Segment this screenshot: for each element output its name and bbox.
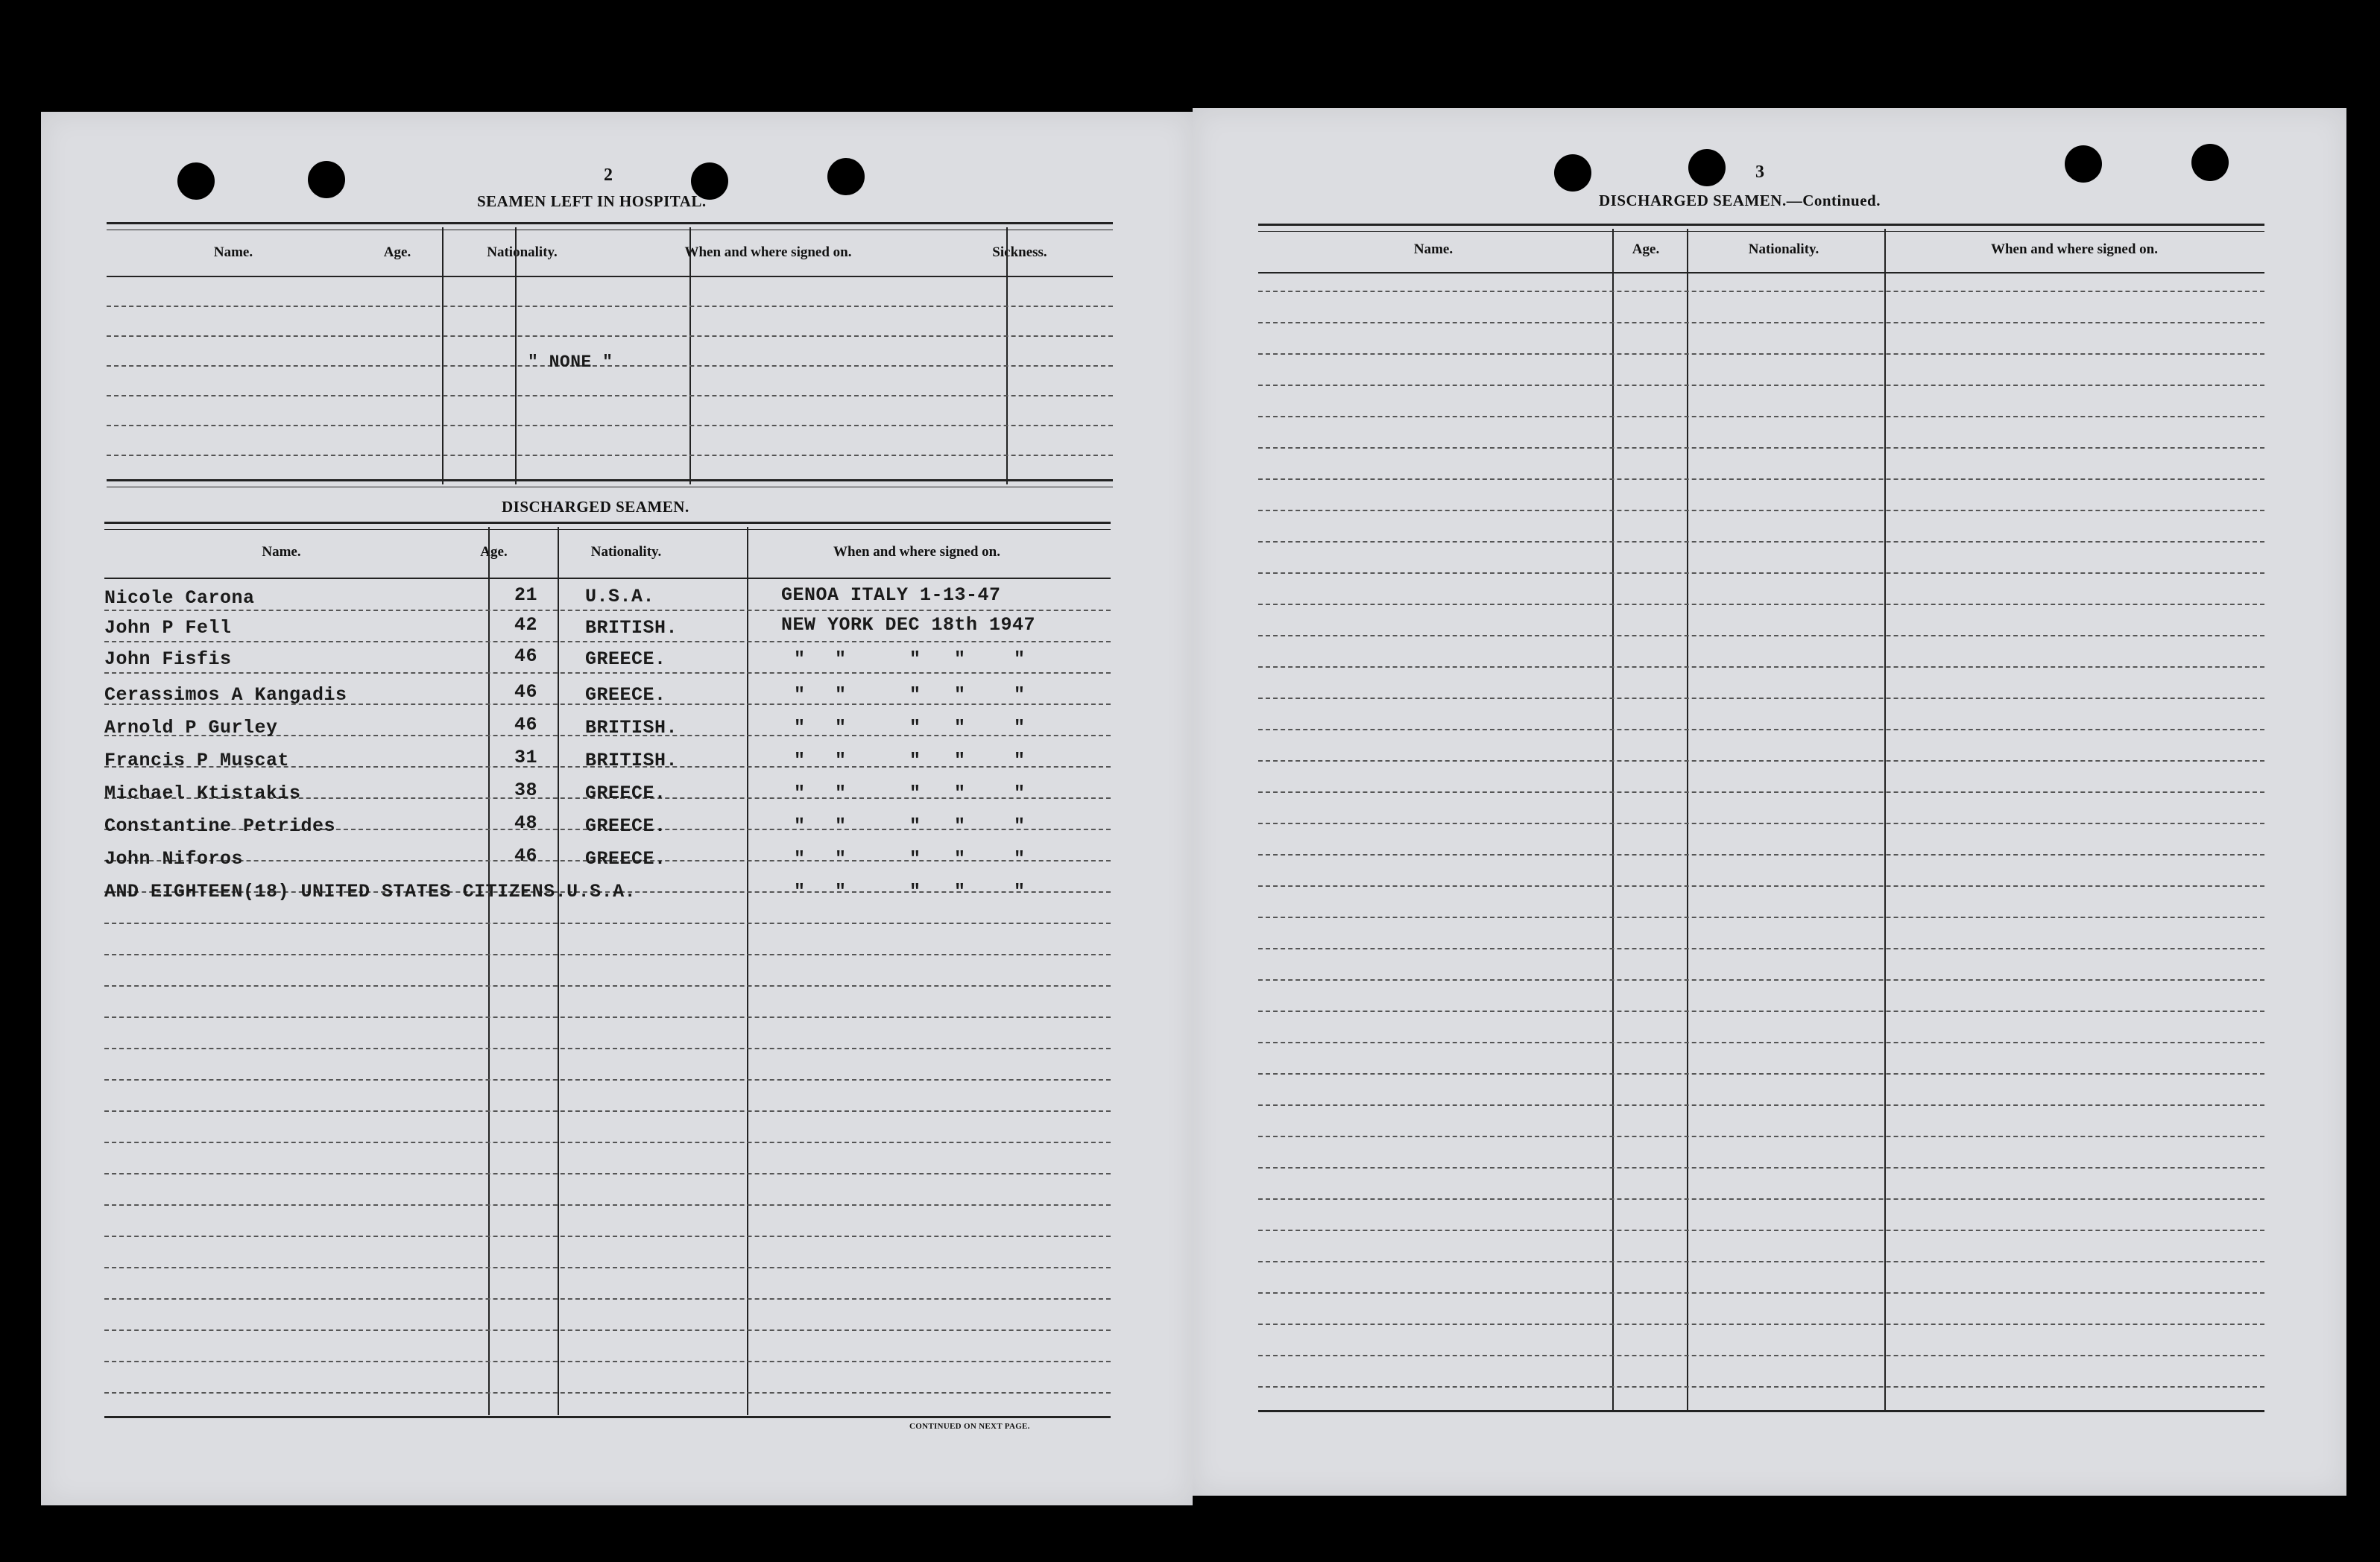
seaman-nationality: GREECE. (585, 815, 666, 837)
seaman-age: 46 (514, 714, 538, 736)
ditto-mark: " (909, 815, 921, 837)
ditto-mark: " (835, 848, 847, 870)
ditto-mark: " (954, 815, 966, 837)
right-page (1193, 108, 2346, 1496)
ditto-mark: " (1014, 648, 1026, 670)
ditto-mark: " (954, 782, 966, 804)
ditto-mark: " (909, 881, 921, 902)
continued-section-title: DISCHARGED SEAMEN.—Continued. (1599, 192, 1881, 209)
column-header-age: Age. (383, 244, 411, 260)
ditto-mark: " (794, 684, 806, 706)
seaman-age: 31 (514, 747, 538, 768)
ditto-mark: " (1014, 815, 1026, 837)
seaman-name: Cerassimos A Kangadis (104, 684, 347, 706)
seaman-age: 46 (514, 845, 538, 867)
ditto-mark: " (954, 684, 966, 706)
ditto-mark: " (909, 684, 921, 706)
column-header-nationality: Nationality. (1748, 241, 1819, 257)
ditto-mark: " (794, 848, 806, 870)
seaman-nationality: U.S.A. (585, 586, 655, 607)
seaman-name: Constantine Petrides (104, 815, 336, 837)
column-header-nationality: Nationality. (487, 244, 558, 260)
ditto-mark: " (909, 717, 921, 739)
seaman-name: Michael Ktistakis (104, 782, 301, 804)
hospital-section-title: SEAMEN LEFT IN HOSPITAL. (477, 192, 707, 210)
seaman-nationality: GREECE. (585, 848, 666, 870)
punch-hole (308, 161, 345, 198)
seaman-age: 48 (514, 812, 538, 834)
ditto-mark: " (835, 815, 847, 837)
column-header-nationality: Nationality. (590, 544, 662, 560)
ditto-mark: " (1014, 684, 1026, 706)
punch-hole (827, 158, 865, 195)
seaman-age: 38 (514, 780, 538, 801)
ditto-mark: " (794, 750, 806, 771)
seaman-name: Francis P Muscat (104, 750, 290, 771)
ditto-mark: " (954, 648, 966, 670)
column-header-name: Name. (213, 244, 253, 260)
discharged-table (104, 522, 1111, 1535)
ditto-mark: " (909, 848, 921, 870)
discharged-continued-table (1258, 224, 2264, 1535)
seaman-nationality: BRITISH. (585, 717, 678, 739)
seaman-nationality: GREECE. (585, 648, 666, 670)
seaman-name: Nicole Carona (104, 587, 255, 609)
punch-hole (177, 162, 215, 200)
seaman-nationality: GREECE. (585, 684, 666, 706)
ditto-mark: " (954, 717, 966, 739)
column-header-signed-on: When and where signed on. (1990, 241, 2158, 257)
ditto-mark: " (794, 815, 806, 837)
column-header-signed-on: When and where signed on. (833, 544, 1000, 560)
seaman-age: 46 (514, 645, 538, 667)
punch-hole (1554, 154, 1591, 192)
punch-hole (1688, 149, 1726, 186)
ditto-mark: " (954, 848, 966, 870)
summary-line: AND EIGHTEEN(18) UNITED STATES CITIZENS.U.S.A. (104, 881, 637, 902)
seaman-age: 42 (514, 614, 538, 636)
punch-hole (2191, 144, 2229, 181)
page-number: 2 (604, 165, 613, 185)
ditto-mark: " (794, 881, 806, 902)
ditto-mark: " (1014, 881, 1026, 902)
ditto-mark: " (835, 648, 847, 670)
ditto-mark: " (1014, 717, 1026, 739)
ditto-mark: " (794, 648, 806, 670)
seaman-name: Arnold P Gurley (104, 717, 278, 739)
seaman-signed-on: GENOA ITALY 1-13-47 (781, 584, 1001, 606)
ditto-mark: " (835, 782, 847, 804)
ditto-mark: " (909, 648, 921, 670)
punch-hole (2065, 145, 2102, 183)
seaman-name: John Niforos (104, 848, 244, 870)
seaman-name: John P Fell (104, 617, 232, 639)
ditto-mark: " (1014, 848, 1026, 870)
column-header-name: Name. (262, 544, 301, 560)
left-page (41, 112, 1193, 1505)
seaman-name: John Fisfis (104, 648, 232, 670)
seaman-nationality: BRITISH. (585, 617, 678, 639)
ditto-mark: " (835, 881, 847, 902)
ditto-mark: " (954, 750, 966, 771)
discharged-section-title: DISCHARGED SEAMEN. (502, 498, 689, 516)
ditto-mark: " (1014, 750, 1026, 771)
ditto-mark: " (1014, 782, 1026, 804)
ditto-mark: " (794, 717, 806, 739)
ditto-mark: " (835, 750, 847, 771)
ditto-mark: " (909, 750, 921, 771)
column-header-age: Age. (1632, 241, 1660, 257)
hospital-entry: " NONE " (528, 352, 613, 372)
seaman-signed-on: NEW YORK DEC 18th 1947 (781, 614, 1036, 636)
column-header-sickness: Sickness. (992, 244, 1047, 260)
seaman-nationality: BRITISH. (585, 750, 678, 771)
ditto-mark: " (835, 684, 847, 706)
continued-note: CONTINUED ON NEXT PAGE. (909, 1422, 1030, 1431)
seaman-age: 46 (514, 681, 538, 703)
ditto-mark: " (909, 782, 921, 804)
ditto-mark: " (954, 881, 966, 902)
column-header-age: Age. (480, 544, 508, 560)
seaman-age: 21 (514, 584, 538, 606)
page-number: 3 (1755, 162, 1764, 182)
ditto-mark: " (835, 717, 847, 739)
column-header-signed-on: When and where signed on. (684, 244, 852, 260)
column-header-name: Name. (1413, 241, 1453, 257)
seaman-nationality: GREECE. (585, 782, 666, 804)
ditto-mark: " (794, 782, 806, 804)
